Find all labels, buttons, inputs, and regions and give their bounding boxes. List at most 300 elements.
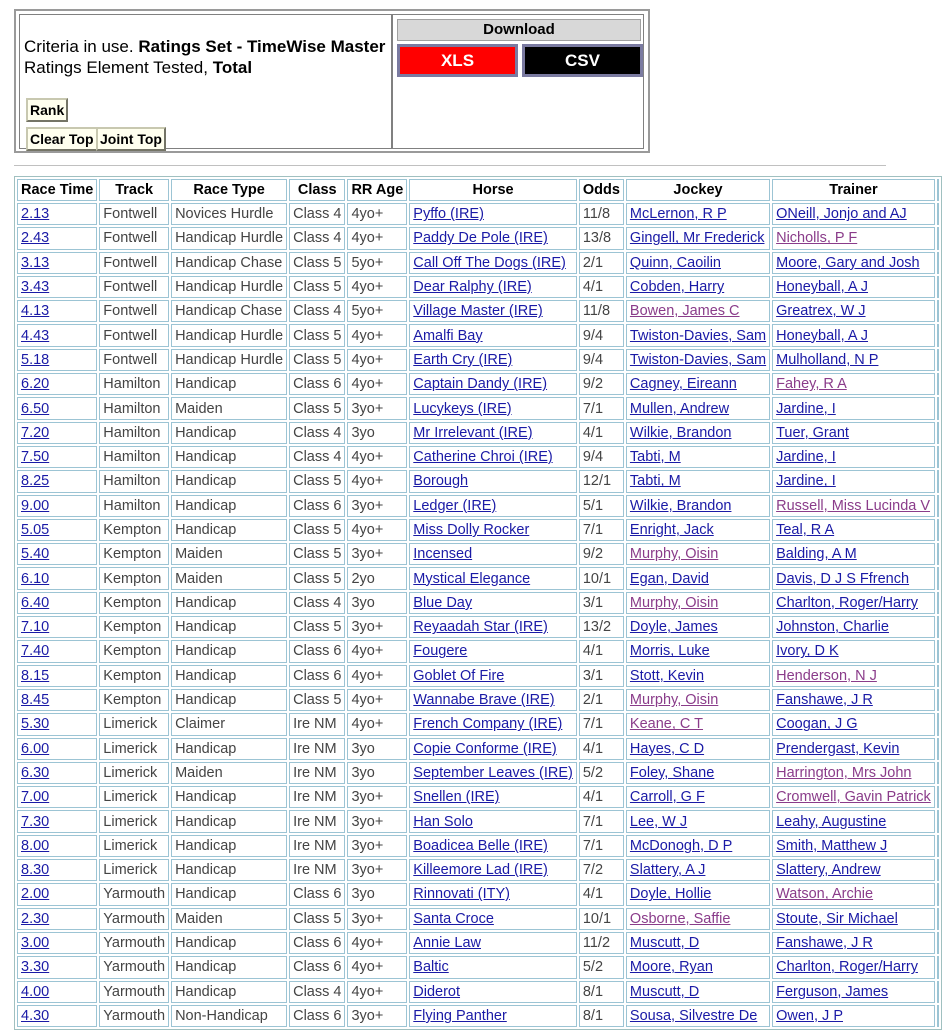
- cell-race-type: Maiden: [171, 567, 287, 589]
- cell-odds: 5/1: [579, 495, 624, 517]
- cell-horse: [409, 956, 577, 978]
- race-time-link[interactable]: 8.45: [21, 692, 50, 709]
- cell-extra: [937, 543, 939, 565]
- jockey-link[interactable]: Foley, Shane: [629, 764, 715, 781]
- cell-class: Class 6: [289, 373, 345, 395]
- cell-jockey: [626, 640, 770, 662]
- horse-link[interactable]: Earth Cry (IRE): [413, 351, 513, 368]
- horse-link[interactable]: Incensed: [413, 546, 473, 563]
- jockey-link[interactable]: Slattery, A J: [629, 862, 706, 879]
- race-time-link[interactable]: 2.13: [21, 206, 50, 223]
- cell-horse: [409, 227, 577, 249]
- jockey-link[interactable]: Moore, Ryan: [629, 959, 713, 976]
- cell-class: Class 5: [289, 908, 345, 930]
- table-row: [17, 252, 939, 274]
- race-time-link[interactable]: 7.10: [21, 619, 50, 636]
- cell-extra: [937, 981, 939, 1003]
- cell-trainer: [772, 713, 935, 735]
- horse-link[interactable]: Amalfi Bay: [413, 327, 483, 344]
- horse-link[interactable]: Ledger (IRE): [413, 497, 497, 514]
- cell-jockey: [626, 373, 770, 395]
- race-time-link[interactable]: 8.25: [21, 473, 50, 490]
- cell-rr-age: 3yo: [347, 422, 407, 444]
- cell-odds: 11/8: [579, 300, 624, 322]
- xls-button[interactable]: XLS: [397, 44, 518, 77]
- cell-race-type: Handicap: [171, 786, 287, 808]
- race-time-link[interactable]: 8.00: [21, 837, 50, 854]
- horse-link[interactable]: Copie Conforme (IRE): [413, 740, 557, 757]
- cell-jockey: [626, 689, 770, 711]
- race-time-link[interactable]: 4.43: [21, 327, 50, 344]
- jockey-link[interactable]: Cobden, Harry: [629, 279, 725, 296]
- cell-race-time: [17, 908, 97, 930]
- cell-track: Kempton: [99, 567, 169, 589]
- cell-jockey: [626, 810, 770, 832]
- table-row: [17, 932, 939, 954]
- race-time-link[interactable]: 8.30: [21, 862, 50, 879]
- table-row: [17, 835, 939, 857]
- horse-link[interactable]: Pyffo (IRE): [413, 206, 484, 223]
- trainer-link[interactable]: Fanshawe, J R: [776, 935, 873, 952]
- trainer-link[interactable]: Russell, Miss Lucinda V: [776, 497, 931, 514]
- trainer-link[interactable]: Honeyball, A J: [776, 327, 869, 344]
- cell-track: Kempton: [99, 665, 169, 687]
- jockey-link[interactable]: Cagney, Eireann: [629, 376, 737, 393]
- horse-link[interactable]: Rinnovati (ITY): [413, 886, 510, 903]
- cell-track: Yarmouth: [99, 1005, 169, 1027]
- race-time-link[interactable]: 9.00: [21, 497, 50, 514]
- jockey-link[interactable]: Keane, C T: [629, 716, 704, 733]
- cell-class: Class 5: [289, 276, 345, 298]
- race-time-link[interactable]: 6.50: [21, 400, 50, 417]
- trainer-link[interactable]: Balding, A M: [776, 546, 857, 563]
- trainer-link[interactable]: Moore, Gary and Josh: [776, 254, 920, 271]
- horse-link[interactable]: Dear Ralphy (IRE): [413, 279, 532, 296]
- cell-jockey: [626, 300, 770, 322]
- cell-race-type: Handicap: [171, 932, 287, 954]
- jockey-link[interactable]: McDonogh, D P: [629, 837, 733, 854]
- jockey-link[interactable]: Wilkie, Brandon: [629, 497, 732, 514]
- cell-race-time: [17, 495, 97, 517]
- cell-extra: [937, 883, 939, 905]
- race-time-link[interactable]: 7.40: [21, 643, 50, 660]
- trainer-link[interactable]: Fanshawe, J R: [776, 692, 873, 709]
- element-value: Total: [212, 58, 253, 77]
- cell-extra: [937, 373, 939, 395]
- horse-link[interactable]: Reyaadah Star (IRE): [413, 619, 548, 636]
- jockey-link[interactable]: Tabti, M: [629, 473, 681, 490]
- jockey-link[interactable]: Murphy, Oisin: [629, 546, 719, 563]
- jockey-link[interactable]: Doyle, James: [629, 619, 718, 636]
- cell-jockey: [626, 227, 770, 249]
- cell-race-time: [17, 276, 97, 298]
- horse-link[interactable]: Blue Day: [413, 594, 473, 611]
- jockey-link[interactable]: Hayes, C D: [629, 740, 705, 757]
- jockey-link[interactable]: Gingell, Mr Frederick: [629, 230, 765, 247]
- race-time-link[interactable]: 7.50: [21, 449, 50, 466]
- cell-horse: [409, 373, 577, 395]
- jockey-link[interactable]: Carroll, G F: [629, 789, 705, 806]
- cell-track: Kempton: [99, 640, 169, 662]
- cell-race-type: Handicap Hurdle: [171, 349, 287, 371]
- horse-link[interactable]: French Company (IRE): [413, 716, 563, 733]
- cell-class: Class 5: [289, 543, 345, 565]
- race-time-link[interactable]: 3.43: [21, 279, 50, 296]
- cell-extra: [937, 689, 939, 711]
- horse-link[interactable]: Flying Panther: [413, 1007, 507, 1024]
- csv-button[interactable]: CSV: [522, 44, 643, 77]
- cell-class: Class 6: [289, 883, 345, 905]
- trainer-link[interactable]: Leahy, Augustine: [776, 813, 887, 830]
- cell-jockey: [626, 786, 770, 808]
- cell-extra: [937, 640, 939, 662]
- jockey-link[interactable]: Twiston-Davies, Sam: [629, 351, 767, 368]
- cell-jockey: [626, 543, 770, 565]
- trainer-link[interactable]: Johnston, Charlie: [776, 619, 889, 636]
- element-line: [24, 58, 252, 78]
- jockey-link[interactable]: Quinn, Caoilin: [629, 254, 721, 271]
- cell-odds: 9/4: [579, 324, 624, 346]
- horse-link[interactable]: Call Off The Dogs (IRE): [413, 254, 566, 271]
- trainer-link[interactable]: Ferguson, James: [776, 983, 889, 1000]
- cell-trainer: [772, 543, 935, 565]
- horse-link[interactable]: Lucykeys (IRE): [413, 400, 512, 417]
- cell-track: Kempton: [99, 689, 169, 711]
- race-time-link[interactable]: 3.00: [21, 935, 50, 952]
- jockey-link[interactable]: Mullen, Andrew: [629, 400, 730, 417]
- cell-extra: [937, 592, 939, 614]
- trainer-link[interactable]: Owen, J P: [776, 1007, 843, 1024]
- joint-top-button[interactable]: Joint Top: [96, 127, 166, 151]
- cell-trainer: [772, 956, 935, 978]
- cell-race-time: [17, 810, 97, 832]
- race-time-link[interactable]: 4.13: [21, 303, 50, 320]
- cell-horse: [409, 397, 577, 419]
- cell-odds: 12/1: [579, 470, 624, 492]
- cell-rr-age: 3yo+: [347, 835, 407, 857]
- race-time-link[interactable]: 6.10: [21, 570, 50, 587]
- horse-link[interactable]: Diderot: [413, 983, 461, 1000]
- cell-jockey: [626, 835, 770, 857]
- horse-link[interactable]: Catherine Chroi (IRE): [413, 449, 553, 466]
- cell-track: Hamilton: [99, 373, 169, 395]
- table-row: [17, 689, 939, 711]
- cell-race-time: [17, 762, 97, 784]
- cell-trainer: [772, 519, 935, 541]
- horse-link[interactable]: Snellen (IRE): [413, 789, 500, 806]
- horse-link[interactable]: Captain Dandy (IRE): [413, 376, 548, 393]
- table-row: [17, 883, 939, 905]
- jockey-link[interactable]: Stott, Kevin: [629, 667, 705, 684]
- header-jockey: Jockey: [626, 179, 770, 201]
- horse-link[interactable]: Paddy De Pole (IRE): [413, 230, 548, 247]
- horse-link[interactable]: Miss Dolly Rocker: [413, 522, 530, 538]
- trainer-link[interactable]: Davis, D J S Ffrench: [776, 570, 910, 587]
- cell-extra: [937, 908, 939, 930]
- jockey-link[interactable]: Osborne, Saffie: [629, 910, 731, 927]
- race-time-link[interactable]: 4.30: [21, 1007, 50, 1024]
- cell-rr-age: 3yo+: [347, 616, 407, 638]
- cell-rr-age: 4yo+: [347, 349, 407, 371]
- cell-track: Hamilton: [99, 470, 169, 492]
- race-time-link[interactable]: 5.18: [21, 351, 50, 368]
- cell-race-time: [17, 738, 97, 760]
- jockey-link[interactable]: Bowen, James C: [629, 303, 740, 320]
- cell-horse: [409, 689, 577, 711]
- trainer-link[interactable]: Jardine, I: [776, 449, 836, 466]
- trainer-link[interactable]: Watson, Archie: [776, 886, 874, 903]
- rank-button[interactable]: Rank: [26, 98, 68, 122]
- cell-race-type: Handicap Hurdle: [171, 276, 287, 298]
- cell-odds: 9/2: [579, 373, 624, 395]
- race-time-link[interactable]: 5.40: [21, 546, 50, 563]
- cell-odds: 13/2: [579, 616, 624, 638]
- horse-link[interactable]: September Leaves (IRE): [413, 764, 573, 781]
- cell-odds: 8/1: [579, 1005, 624, 1027]
- cell-race-type: Handicap: [171, 519, 287, 541]
- trainer-link[interactable]: Charlton, Roger/Harry: [776, 959, 918, 976]
- horse-link[interactable]: Santa Croce: [413, 910, 494, 927]
- trainer-link[interactable]: Prendergast, Kevin: [776, 740, 900, 757]
- cell-race-time: [17, 640, 97, 662]
- cell-trainer: [772, 1005, 935, 1027]
- cell-horse: [409, 616, 577, 638]
- jockey-link[interactable]: Doyle, Hollie: [629, 886, 712, 903]
- jockey-link[interactable]: Egan, David: [629, 570, 709, 587]
- table-row: [17, 956, 939, 978]
- cell-extra: [937, 1005, 939, 1027]
- ratings-set: Ratings Set - TimeWise Master: [138, 37, 386, 56]
- trainer-link[interactable]: Teal, R A: [776, 522, 835, 538]
- trainer-link[interactable]: Fahey, R A: [776, 376, 847, 393]
- cell-race-type: Maiden: [171, 762, 287, 784]
- criteria-prefix: Criteria in use.: [24, 37, 134, 56]
- cell-race-type: Non-Handicap: [171, 1005, 287, 1027]
- cell-race-time: [17, 470, 97, 492]
- cell-rr-age: 5yo+: [347, 300, 407, 322]
- cell-class: Class 5: [289, 252, 345, 274]
- race-time-link[interactable]: 6.40: [21, 594, 50, 611]
- cell-trainer: [772, 665, 935, 687]
- race-time-link[interactable]: 3.30: [21, 959, 50, 976]
- horse-link[interactable]: Annie Law: [413, 935, 481, 952]
- cell-rr-age: 3yo+: [347, 859, 407, 881]
- trainer-link[interactable]: Mulholland, N P: [776, 351, 879, 368]
- cell-class: Class 6: [289, 665, 345, 687]
- cell-race-time: [17, 300, 97, 322]
- table-row: [17, 324, 939, 346]
- cell-race-type: Handicap: [171, 981, 287, 1003]
- cell-rr-age: 4yo+: [347, 324, 407, 346]
- cell-odds: 5/2: [579, 956, 624, 978]
- jockey-link[interactable]: Wilkie, Brandon: [629, 424, 732, 441]
- race-time-link[interactable]: 4.00: [21, 983, 50, 1000]
- race-time-link[interactable]: 5.05: [21, 522, 50, 538]
- cell-rr-age: 4yo+: [347, 203, 407, 225]
- horse-link[interactable]: Baltic: [413, 959, 449, 976]
- race-time-link[interactable]: 6.30: [21, 764, 50, 781]
- cell-jockey: [626, 956, 770, 978]
- cell-race-type: Handicap Chase: [171, 252, 287, 274]
- cell-track: Limerick: [99, 859, 169, 881]
- jockey-link[interactable]: Tabti, M: [629, 449, 681, 466]
- header-trainer: Trainer: [772, 179, 935, 201]
- horse-link[interactable]: Boadicea Belle (IRE): [413, 837, 548, 854]
- race-time-link[interactable]: 3.13: [21, 254, 50, 271]
- cell-horse: [409, 470, 577, 492]
- cell-horse: [409, 324, 577, 346]
- cell-rr-age: 3yo+: [347, 786, 407, 808]
- trainer-link[interactable]: Henderson, N J: [776, 667, 877, 684]
- trainer-link[interactable]: Nicholls, P F: [776, 230, 858, 247]
- cell-jockey: [626, 713, 770, 735]
- table-row: [17, 1005, 939, 1027]
- cell-jockey: [626, 519, 770, 541]
- cell-track: Limerick: [99, 786, 169, 808]
- jockey-link[interactable]: McLernon, R P: [629, 206, 727, 223]
- jockey-link[interactable]: Muscutt, D: [629, 983, 700, 1000]
- race-time-link[interactable]: 2.00: [21, 886, 50, 903]
- cell-rr-age: 3yo+: [347, 908, 407, 930]
- cell-jockey: [626, 470, 770, 492]
- jockey-link[interactable]: Muscutt, D: [629, 935, 700, 952]
- cell-rr-age: 5yo+: [347, 252, 407, 274]
- trainer-link[interactable]: Jardine, I: [776, 400, 836, 417]
- trainer-link[interactable]: Smith, Matthew J: [776, 837, 888, 854]
- cell-extra: [937, 956, 939, 978]
- trainer-link[interactable]: Jardine, I: [776, 473, 836, 490]
- trainer-link[interactable]: Harrington, Mrs John: [776, 764, 912, 781]
- cell-race-type: Handicap: [171, 640, 287, 662]
- race-time-link[interactable]: 6.20: [21, 376, 50, 393]
- jockey-link[interactable]: Enright, Jack: [629, 522, 714, 538]
- jockey-link[interactable]: Morris, Luke: [629, 643, 710, 660]
- cell-trainer: [772, 349, 935, 371]
- cell-jockey: [626, 859, 770, 881]
- trainer-link[interactable]: Tuer, Grant: [776, 424, 849, 441]
- cell-race-time: [17, 956, 97, 978]
- cell-trainer: [772, 373, 935, 395]
- download-box: [392, 14, 644, 149]
- race-time-link[interactable]: 7.00: [21, 789, 50, 806]
- cell-jockey: [626, 203, 770, 225]
- clear-top-button[interactable]: Clear Top: [26, 127, 98, 151]
- trainer-link[interactable]: ONeill, Jonjo and AJ: [776, 206, 907, 223]
- horse-link[interactable]: Mr Irrelevant (IRE): [413, 424, 533, 441]
- cell-trainer: [772, 470, 935, 492]
- horse-link[interactable]: Village Master (IRE): [413, 303, 543, 320]
- race-time-link[interactable]: 6.00: [21, 740, 50, 757]
- cell-class: Class 5: [289, 567, 345, 589]
- horse-link[interactable]: Han Solo: [413, 813, 473, 830]
- header-class: Class: [289, 179, 345, 201]
- horse-link[interactable]: Fougere: [413, 643, 468, 660]
- cell-jockey: [626, 883, 770, 905]
- trainer-link[interactable]: Stoute, Sir Michael: [776, 910, 898, 927]
- cell-track: Fontwell: [99, 324, 169, 346]
- jockey-link[interactable]: Twiston-Davies, Sam: [629, 327, 767, 344]
- horse-link[interactable]: Borough: [413, 473, 469, 490]
- cell-class: Ire NM: [289, 810, 345, 832]
- cell-class: Class 6: [289, 1005, 345, 1027]
- trainer-link[interactable]: Slattery, Andrew: [776, 862, 881, 879]
- cell-track: Hamilton: [99, 422, 169, 444]
- cell-rr-age: 4yo+: [347, 932, 407, 954]
- trainer-link[interactable]: Honeyball, A J: [776, 279, 869, 296]
- race-time-link[interactable]: 2.43: [21, 230, 50, 247]
- element-prefix: Ratings Element Tested,: [24, 58, 208, 77]
- cell-horse: [409, 932, 577, 954]
- cell-race-time: [17, 1005, 97, 1027]
- cell-odds: 7/1: [579, 835, 624, 857]
- race-time-link[interactable]: 2.30: [21, 910, 50, 927]
- cell-horse: [409, 1005, 577, 1027]
- cell-race-time: [17, 567, 97, 589]
- race-time-link[interactable]: 7.30: [21, 813, 50, 830]
- race-time-link[interactable]: 5.30: [21, 716, 50, 733]
- cell-odds: 7/1: [579, 810, 624, 832]
- trainer-link[interactable]: Ivory, D K: [776, 643, 839, 660]
- cell-race-type: Handicap: [171, 738, 287, 760]
- race-time-link[interactable]: 8.15: [21, 667, 50, 684]
- cell-race-type: Handicap: [171, 446, 287, 468]
- cell-rr-age: 3yo+: [347, 543, 407, 565]
- cell-race-time: [17, 786, 97, 808]
- cell-odds: 4/1: [579, 276, 624, 298]
- trainer-link[interactable]: Coogan, J G: [776, 716, 858, 733]
- cell-race-time: [17, 203, 97, 225]
- trainer-link[interactable]: Greatrex, W J: [776, 303, 866, 320]
- trainer-link[interactable]: Charlton, Roger/Harry: [776, 594, 918, 611]
- cell-jockey: [626, 738, 770, 760]
- cell-trainer: [772, 300, 935, 322]
- cell-jockey: [626, 616, 770, 638]
- table-row: [17, 738, 939, 760]
- jockey-link[interactable]: Murphy, Oisin: [629, 594, 719, 611]
- table-row: [17, 519, 939, 541]
- horse-link[interactable]: Goblet Of Fire: [413, 667, 505, 684]
- cell-rr-age: 4yo+: [347, 227, 407, 249]
- cell-trainer: [772, 908, 935, 930]
- cell-extra: [937, 349, 939, 371]
- cell-race-time: [17, 397, 97, 419]
- cell-track: Fontwell: [99, 227, 169, 249]
- table-row: [17, 762, 939, 784]
- cell-extra: [937, 859, 939, 881]
- cell-race-time: [17, 981, 97, 1003]
- trainer-link[interactable]: Cromwell, Gavin Patrick: [776, 789, 931, 806]
- cell-extra: [937, 786, 939, 808]
- cell-rr-age: 3yo+: [347, 1005, 407, 1027]
- cell-race-type: Handicap: [171, 883, 287, 905]
- table-row: [17, 543, 939, 565]
- header-race-type: Race Type: [171, 179, 287, 201]
- horse-link[interactable]: Wannabe Brave (IRE): [413, 692, 555, 709]
- cell-class: Class 5: [289, 519, 345, 541]
- header-horse: Horse: [409, 179, 577, 201]
- race-time-link[interactable]: 7.20: [21, 424, 50, 441]
- horse-link[interactable]: Mystical Elegance: [413, 570, 531, 587]
- cell-horse: [409, 519, 577, 541]
- horse-link[interactable]: Killeemore Lad (IRE): [413, 862, 548, 879]
- races-table: [14, 176, 942, 1030]
- jockey-link[interactable]: Lee, W J: [629, 813, 688, 830]
- cell-race-time: [17, 616, 97, 638]
- jockey-link[interactable]: Murphy, Oisin: [629, 692, 719, 709]
- cell-race-type: Novices Hurdle: [171, 203, 287, 225]
- jockey-link[interactable]: Sousa, Silvestre De: [629, 1007, 758, 1024]
- cell-horse: [409, 713, 577, 735]
